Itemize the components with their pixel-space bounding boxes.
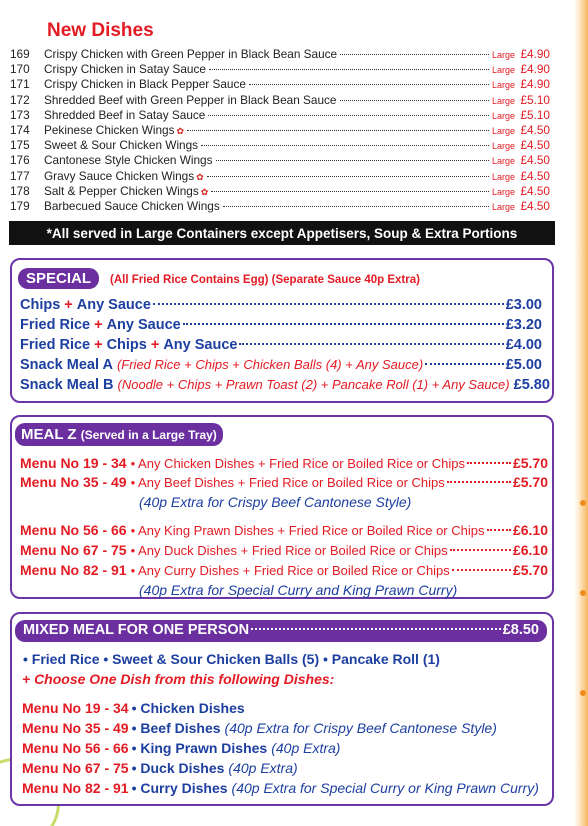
option-note: (40p Extra for Crispy Beef Cantonese Style) <box>224 720 497 736</box>
dish-number: 170 <box>10 62 30 77</box>
edge-dot <box>580 690 586 696</box>
meal-z-desc: • Any Duck Dishes + Fried Rice or Boiled Rice or Chips <box>130 543 448 558</box>
edge-dot <box>580 500 586 506</box>
dish-size: Large <box>491 50 515 60</box>
dish-number: 175 <box>10 138 30 153</box>
leader-dots <box>216 160 489 161</box>
meal-z-menu: Menu No 35 - 49 <box>20 474 127 490</box>
leader-dots <box>251 628 501 630</box>
dish-number: 176 <box>10 153 30 168</box>
meal-z-menu: Menu No 82 - 91 <box>20 562 127 578</box>
special-item-price: £5.00 <box>505 357 542 373</box>
meal-z-desc: • Any Beef Dishes + Fried Rice or Boiled Rice or Chips <box>130 475 445 490</box>
mixed-meal-header <box>15 620 547 642</box>
meal-z-menu: Menu No 19 - 34 <box>20 455 127 471</box>
dish-name: Barbecued Sauce Chicken Wings <box>44 198 220 213</box>
meal-z-desc: • Any Chicken Dishes + Fried Rice or Boiled Rice or Chips <box>130 456 465 471</box>
leader-dots <box>447 481 511 483</box>
meal-z-price: £6.10 <box>512 542 548 558</box>
dish-price: £4.90 <box>520 62 550 77</box>
containers-banner: *All served in Large Containers except Appetisers, Soup & Extra Portions <box>9 221 555 245</box>
meal-z-item <box>20 522 548 538</box>
meal-z-label <box>15 423 223 446</box>
dish-price: £5.10 <box>520 92 550 107</box>
mixed-meal-box <box>10 612 554 806</box>
meal-z-menu: Menu No 67 - 75 <box>20 542 127 558</box>
option-note: (40p Extra for Special Curry or King Prawn Curry) <box>231 780 539 796</box>
dish-row <box>10 153 550 168</box>
dish-size: Large <box>491 110 515 121</box>
dish-name: Sweet & Sour Chicken Wings <box>44 138 199 153</box>
dish-size: Large <box>491 171 515 182</box>
dish-number: 174 <box>10 122 30 137</box>
dish-row <box>10 123 550 138</box>
dish-price: £5.10 <box>520 107 550 122</box>
dish-name: Crispy Chicken in Satay Sauce <box>44 62 206 77</box>
special-item <box>20 337 542 353</box>
special-item-price: £4.00 <box>505 337 542 353</box>
option-dish: • Duck Dishes <box>131 760 225 776</box>
dish-size: Large <box>491 156 515 167</box>
dish-row <box>10 93 550 108</box>
dish-number: 171 <box>10 77 30 92</box>
dish-price: £4.50 <box>520 153 550 168</box>
special-item-a: Snack Meal B <box>20 377 114 393</box>
plus-sign: + <box>94 317 103 333</box>
option-note: (40p Extra) <box>271 740 341 756</box>
chili-icon: ✿ <box>196 171 204 182</box>
option-dish: • Curry Dishes <box>131 780 228 796</box>
special-item-a: Snack Meal A <box>20 357 113 373</box>
option-dish: • King Prawn Dishes <box>131 740 268 756</box>
special-item-price: £5.80 <box>513 377 550 393</box>
mixed-meal-title: MIXED MEAL FOR ONE PERSON <box>23 622 250 638</box>
leader-dots <box>452 569 511 571</box>
meal-z-label-note: (Served in a Large Tray) <box>80 428 217 442</box>
special-item-b: Chips <box>106 337 147 353</box>
dish-row <box>10 199 550 214</box>
mixed-meal-option <box>22 700 249 716</box>
dish-row <box>10 184 550 199</box>
plus-sign: + <box>150 337 160 353</box>
dish-name: Shredded Beef in Satay Sauce <box>44 107 206 122</box>
dish-price: £4.50 <box>520 198 550 213</box>
meal-z-price: £5.70 <box>512 562 548 578</box>
leader-dots <box>187 130 489 131</box>
option-dish: • Chicken Dishes <box>131 700 245 716</box>
dish-row <box>10 108 550 123</box>
meal-z-title: MEAL Z <box>21 426 77 443</box>
special-item <box>20 317 542 333</box>
special-item-c: Any Sauce <box>163 337 238 353</box>
special-item-detail: (Noodle + Chips + Prawn Toast (2) + Pancake Roll (1) + Any Sauce) <box>117 377 510 392</box>
meal-z-extra: (40p Extra for Special Curry and King Prawn Curry) <box>139 582 458 598</box>
special-box <box>10 258 554 403</box>
mixed-meal-choose: + Choose One Dish from this following Dishes: <box>22 671 335 687</box>
dish-price: £4.50 <box>520 168 550 183</box>
leader-dots <box>487 529 511 531</box>
mixed-meal-option <box>22 780 539 796</box>
special-item <box>20 357 542 373</box>
special-item-b: Any Sauce <box>106 317 181 333</box>
dish-price: £4.90 <box>520 47 550 61</box>
meal-z-desc: • Any Curry Dishes + Fried Rice or Boiled Rice or Chips <box>130 563 450 578</box>
special-item-b: Any Sauce <box>76 297 151 313</box>
dish-size: Large <box>491 186 515 197</box>
option-menu: Menu No 19 - 34 <box>22 700 129 716</box>
dish-size: Large <box>491 95 515 106</box>
dish-size: Large <box>491 141 515 152</box>
dish-number: 178 <box>10 183 30 198</box>
meal-z-item <box>20 562 548 578</box>
special-item-a: Chips <box>20 297 61 313</box>
leader-dots <box>208 115 489 116</box>
mixed-meal-option <box>22 760 298 776</box>
meal-z-menu: Menu No 56 - 66 <box>20 522 127 538</box>
dish-number: 173 <box>10 107 30 122</box>
mixed-meal-price: £8.50 <box>502 622 539 638</box>
meal-z-box <box>10 415 554 599</box>
leader-dots <box>450 549 511 551</box>
option-menu: Menu No 35 - 49 <box>22 720 129 736</box>
leader-dots <box>340 100 489 101</box>
option-menu: Menu No 82 - 91 <box>22 780 129 796</box>
dish-price: £4.50 <box>520 138 550 153</box>
special-note: (All Fried Rice Contains Egg) (Separate Sauce 40p Extra) <box>110 274 420 286</box>
dish-number: 169 <box>10 47 30 61</box>
new-dishes-list <box>10 47 550 214</box>
special-item-price: £3.00 <box>505 297 542 313</box>
dish-row <box>10 138 550 153</box>
dish-name: Cantonese Style Chicken Wings <box>44 153 213 168</box>
dish-number: 177 <box>10 168 30 183</box>
dish-price: £4.50 <box>520 183 550 198</box>
dish-name: Gravy Sauce Chicken Wings <box>44 168 195 183</box>
edge-decoration <box>574 0 588 826</box>
leader-dots <box>209 69 489 70</box>
leader-dots <box>153 303 504 305</box>
leader-dots <box>211 191 489 192</box>
leader-dots <box>467 462 511 464</box>
dish-number: 179 <box>10 198 30 213</box>
special-item <box>20 297 542 313</box>
leader-dots <box>207 176 489 177</box>
leader-dots <box>183 323 504 325</box>
dish-number: 172 <box>10 92 30 107</box>
dish-name: Crispy Chicken in Black Pepper Sauce <box>44 77 246 92</box>
dish-size: Large <box>491 65 515 76</box>
dish-name: Pekinese Chicken Wings <box>44 122 175 137</box>
dish-name: Crispy Chicken with Green Pepper in Black Bean Sauce <box>44 47 338 61</box>
leader-dots <box>239 343 503 345</box>
dish-size: Large <box>491 125 515 136</box>
meal-z-extra: (40p Extra for Crispy Beef Cantonese Style) <box>139 494 412 510</box>
leader-dots <box>340 54 489 55</box>
dish-row <box>10 47 550 62</box>
option-dish: • Beef Dishes <box>131 720 221 736</box>
leader-dots <box>223 206 489 207</box>
dish-size: Large <box>491 80 515 91</box>
plus-sign: + <box>64 297 73 313</box>
dish-name: Shredded Beef with Green Pepper in Black Bean Sauce <box>44 92 337 107</box>
special-item <box>20 377 550 393</box>
edge-dot <box>580 590 586 596</box>
plus-sign: + <box>94 337 103 353</box>
leader-dots <box>425 363 504 365</box>
leader-dots <box>249 84 489 85</box>
special-item-detail: (Fried Rice + Chips + Chicken Balls (4) + Any Sauce) <box>116 357 424 372</box>
special-item-price: £3.20 <box>505 317 542 333</box>
special-item-a: Fried Rice <box>20 317 91 333</box>
dish-price: £4.50 <box>520 122 550 137</box>
meal-z-item <box>20 455 548 471</box>
meal-z-price: £5.70 <box>512 474 548 490</box>
special-item-a: Fried Rice <box>20 337 91 353</box>
dish-row <box>10 169 550 184</box>
mixed-meal-option <box>22 720 497 736</box>
chili-icon: ✿ <box>176 125 185 136</box>
option-menu: Menu No 67 - 75 <box>22 760 129 776</box>
meal-z-desc: • Any King Prawn Dishes + Fried Rice or Boiled Rice or Chips <box>130 523 485 538</box>
special-label: SPECIAL <box>18 268 99 289</box>
meal-z-item <box>20 474 548 490</box>
option-note: (40p Extra) <box>228 760 298 776</box>
mixed-meal-option <box>22 740 340 756</box>
leader-dots <box>201 145 489 146</box>
dish-name: Salt & Pepper Chicken Wings <box>44 183 199 198</box>
option-menu: Menu No 56 - 66 <box>22 740 129 756</box>
chili-icon: ✿ <box>200 186 209 197</box>
new-dishes-title: New Dishes <box>47 20 154 41</box>
dish-price: £4.90 <box>520 77 550 92</box>
dish-size: Large <box>491 201 515 212</box>
meal-z-price: £6.10 <box>512 522 548 538</box>
dish-row <box>10 62 550 77</box>
dish-row <box>10 77 550 92</box>
meal-z-item <box>20 542 548 558</box>
meal-z-price: £5.70 <box>512 455 548 471</box>
mixed-meal-includes: • Fried Rice • Sweet & Sour Chicken Balls (5) • Pancake Roll (1) <box>23 651 440 667</box>
